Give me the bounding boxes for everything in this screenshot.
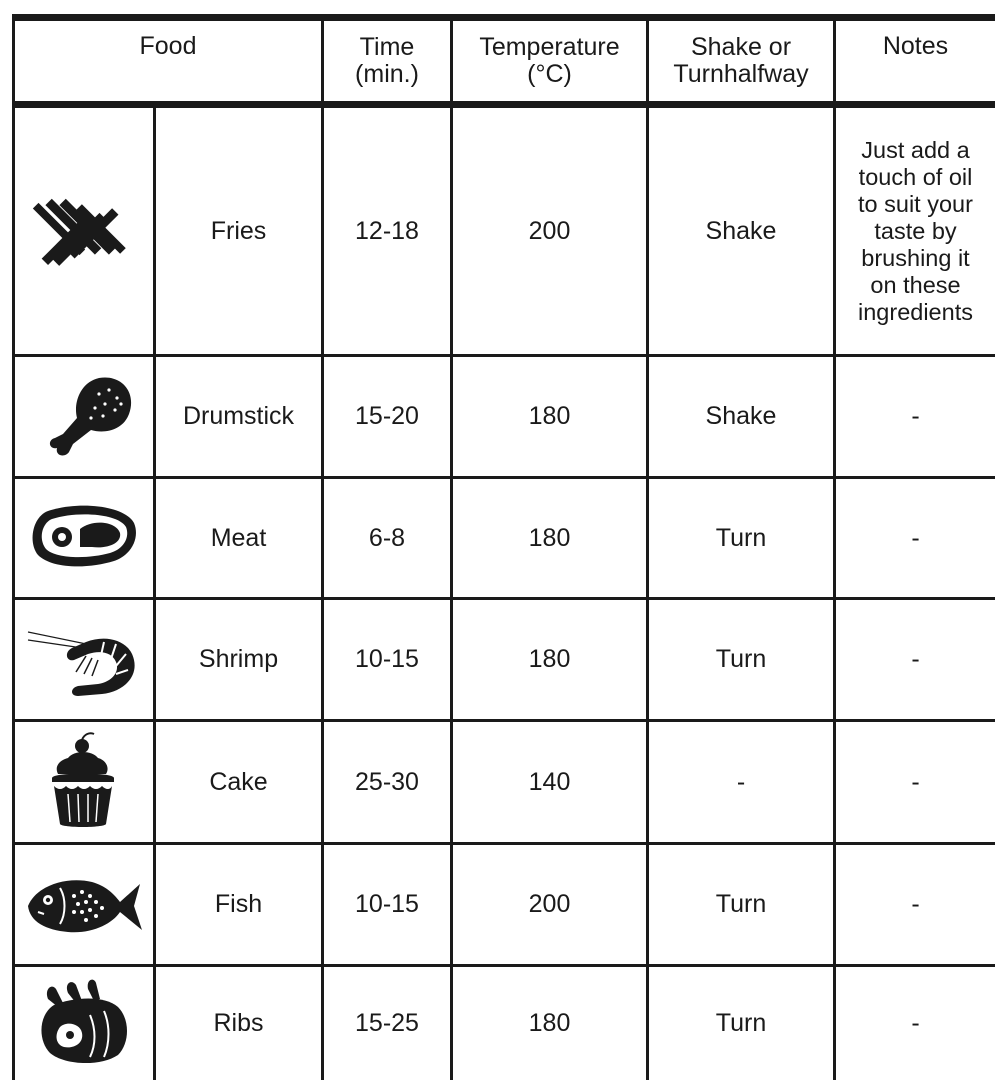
food-name-text: Ribs — [213, 1009, 264, 1037]
shake-value-text: Shake — [705, 216, 777, 245]
cupcake-icon — [15, 722, 153, 842]
notes-value — [836, 357, 995, 476]
header-shake-line1: Shake or — [690, 33, 792, 61]
time-value — [324, 722, 450, 842]
header-time — [324, 21, 450, 101]
notes-line: - — [911, 767, 920, 796]
notes-value — [836, 108, 995, 354]
notes-line: taste by — [874, 217, 957, 244]
notes-line: brushing it — [861, 244, 970, 271]
table-border-top — [12, 14, 995, 21]
notes-value — [836, 967, 995, 1080]
food-name — [156, 357, 321, 476]
time-value — [324, 600, 450, 719]
time-value — [324, 479, 450, 597]
header-time-unit: (min.) — [355, 60, 419, 88]
shake-value — [649, 108, 833, 354]
food-name-text: Meat — [210, 523, 267, 552]
drumstick-icon — [15, 357, 153, 476]
header-time-label: Time — [359, 33, 415, 61]
notes-line: - — [911, 402, 920, 430]
food-name-text: Fries — [210, 216, 267, 245]
shrimp-icon — [15, 600, 153, 719]
time-value-text: 6-8 — [368, 523, 406, 552]
shake-value-text: Shake — [705, 402, 777, 430]
header-temperature-label: Temperature — [479, 33, 620, 61]
header-shake-line2: Turnhalfway — [673, 60, 809, 88]
time-value-text: 10-15 — [355, 645, 419, 673]
time-value — [324, 967, 450, 1080]
temperature-value — [453, 357, 646, 476]
header-temperature-unit: (°C) — [527, 60, 572, 88]
shake-value-text: Turn — [715, 1009, 767, 1037]
food-name — [156, 600, 321, 719]
food-name — [156, 845, 321, 964]
shake-value-text: Turn — [715, 523, 767, 552]
header-food-label: Food — [139, 31, 197, 60]
notes-line: on these — [870, 271, 961, 298]
row-divider — [12, 101, 995, 108]
temperature-value — [453, 108, 646, 354]
steak-icon — [15, 479, 153, 597]
temperature-value — [453, 722, 646, 842]
header-shake — [649, 21, 833, 101]
food-name-text: Drumstick — [182, 402, 295, 430]
shake-value — [649, 479, 833, 597]
time-value-text: 10-15 — [355, 890, 419, 918]
shake-value — [649, 357, 833, 476]
notes-value — [836, 722, 995, 842]
time-value-text: 12-18 — [355, 216, 419, 245]
temperature-value-text: 200 — [528, 216, 571, 245]
notes-line: ingredients — [858, 298, 973, 325]
notes-line: Just add a — [861, 136, 970, 163]
notes-line: to suit your — [858, 190, 973, 217]
time-value-text: 15-25 — [355, 1009, 419, 1037]
notes-line: - — [911, 1009, 920, 1037]
notes-line: - — [911, 890, 920, 918]
shake-value-text: - — [736, 767, 746, 796]
header-food — [15, 21, 321, 71]
food-name-text: Shrimp — [198, 645, 279, 673]
temperature-value-text: 180 — [528, 402, 571, 430]
time-value — [324, 845, 450, 964]
notes-value — [836, 479, 995, 597]
food-name — [156, 967, 321, 1080]
temperature-value — [453, 967, 646, 1080]
ribs-icon — [15, 967, 153, 1080]
food-name-text: Cake — [209, 767, 268, 796]
temperature-value — [453, 479, 646, 597]
shake-value — [649, 722, 833, 842]
food-name — [156, 108, 321, 354]
header-notes-label: Notes — [882, 31, 949, 60]
fish-icon — [15, 845, 153, 964]
shake-value — [649, 845, 833, 964]
time-value-text: 25-30 — [355, 767, 419, 796]
temperature-value — [453, 600, 646, 719]
temperature-value-text: 200 — [528, 890, 571, 918]
notes-line: touch of oil — [858, 163, 973, 190]
shake-value-text: Turn — [715, 645, 767, 673]
temperature-value-text: 180 — [528, 523, 571, 552]
shake-value — [649, 967, 833, 1080]
temperature-value-text: 180 — [528, 645, 571, 673]
header-notes — [836, 21, 995, 71]
food-name — [156, 479, 321, 597]
food-name-text: Fish — [214, 890, 263, 918]
time-value — [324, 357, 450, 476]
time-value-text: 15-20 — [355, 402, 419, 430]
notes-line: - — [911, 523, 920, 552]
temperature-value-text: 140 — [528, 767, 571, 796]
notes-value — [836, 845, 995, 964]
temperature-value — [453, 845, 646, 964]
time-value — [324, 108, 450, 354]
shake-value-text: Turn — [715, 890, 767, 918]
fries-icon — [15, 108, 153, 354]
notes-line: - — [911, 645, 920, 673]
header-temperature — [453, 21, 646, 101]
temperature-value-text: 180 — [528, 1009, 571, 1037]
food-name — [156, 722, 321, 842]
shake-value — [649, 600, 833, 719]
notes-value — [836, 600, 995, 719]
